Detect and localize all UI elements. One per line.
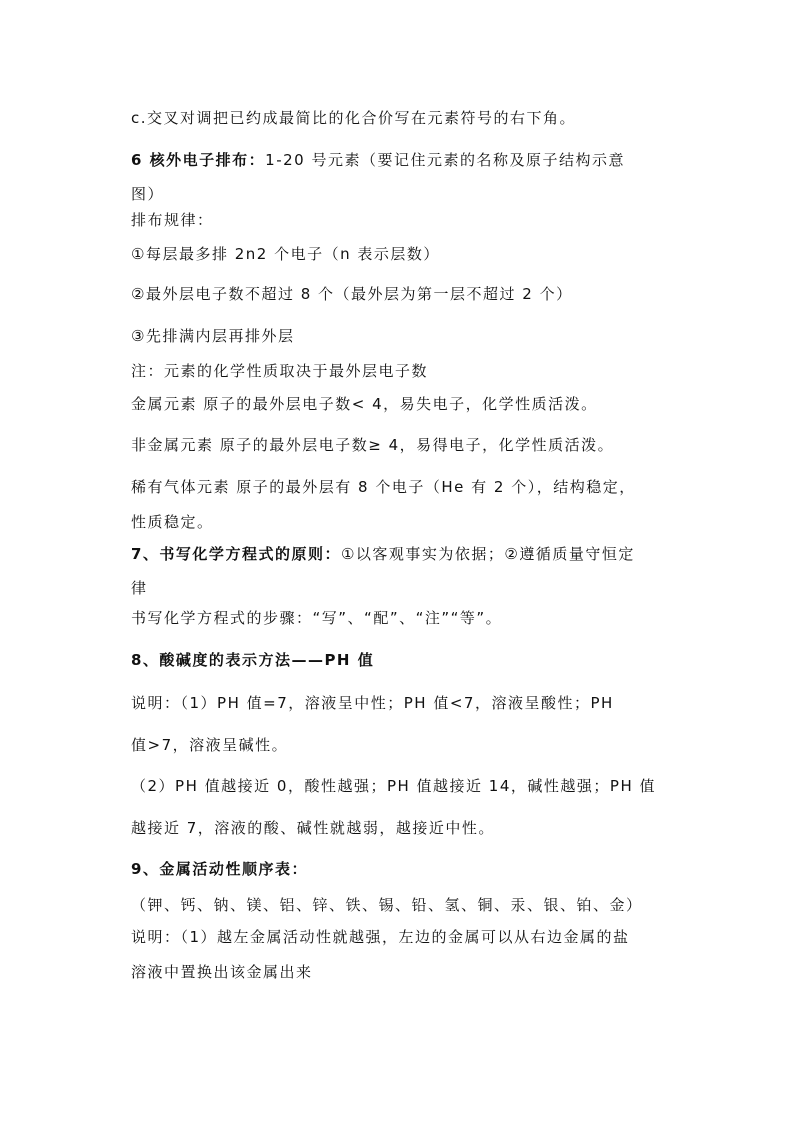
- text-span: 值>7，溶液呈碱性。: [131, 736, 289, 754]
- text-line: [131, 608, 671, 628]
- section-7-line: [131, 544, 671, 564]
- text-span: c.交叉对调把已约成最简比的化合价写在元素符号的右下角。: [131, 109, 577, 127]
- text-span: ②最外层电子数不超过 8 个（最外层为第一层不超过 2 个）: [131, 285, 573, 303]
- section-7-heading: 7、书写化学方程式的原则：: [131, 545, 341, 563]
- text-span: 图）: [131, 185, 165, 203]
- text-span: ③先排满内层再排外层: [131, 327, 295, 345]
- text-line: [131, 962, 671, 982]
- section-9-line: [131, 859, 671, 879]
- text-span: 非金属元素 原子的最外层电子数≥ 4，易得电子，化学性质活泼。: [131, 436, 615, 454]
- text-line: [131, 578, 671, 598]
- text-span: 说明：（1）越左金属活动性就越强，左边的金属可以从右边金属的盐: [131, 928, 630, 946]
- text-line: [131, 326, 671, 346]
- text-span: 说明：（1）PH 值=7，溶液呈中性；PH 值<7，溶液呈酸性；PH: [131, 694, 614, 712]
- text-span: 1-20 号元素（要记住元素的名称及原子结构示意: [265, 151, 625, 169]
- section-9-heading: 9、金属活动性顺序表：: [131, 860, 308, 878]
- text-span: 律: [131, 579, 148, 597]
- text-line: [131, 394, 671, 414]
- text-span: ①每层最多排 2n2 个电子（n 表示层数）: [131, 245, 440, 263]
- text-line: [131, 435, 671, 455]
- section-8-heading: 8、酸碱度的表示方法——PH 值: [131, 651, 375, 669]
- text-span: ①以客观事实为依据；②遵循质量守恒定: [340, 545, 635, 563]
- text-span: 排布规律：: [131, 211, 214, 229]
- text-span: （钾、钙、钠、镁、铝、锌、铁、锡、铅、氢、铜、汞、银、铂、金）: [131, 896, 643, 914]
- text-span: 注：元素的化学性质取决于最外层电子数: [131, 362, 429, 380]
- text-line: [131, 361, 671, 381]
- text-line: [131, 776, 671, 796]
- text-span: 性质稳定。: [131, 513, 214, 531]
- text-line: [131, 818, 671, 838]
- text-span: 溶液中置换出该金属出来: [131, 963, 313, 981]
- text-span: 越接近 7，溶液的酸、碱性就越弱，越接近中性。: [131, 819, 495, 837]
- text-line: [131, 210, 671, 230]
- text-line: [131, 927, 671, 947]
- text-span: （2）PH 值越接近 0，酸性越强；PH 值越接近 14，碱性越强；PH 值: [131, 777, 656, 795]
- text-line: [131, 108, 671, 128]
- text-line: [131, 284, 671, 304]
- text-line: [131, 512, 671, 532]
- text-span: 书写化学方程式的步骤：“写”、“配”、“注”“等”。: [131, 609, 503, 627]
- section-8-line: [131, 650, 671, 670]
- text-line: [131, 895, 671, 915]
- text-line: [131, 244, 671, 264]
- text-line: [131, 693, 671, 713]
- text-span: 稀有气体元素 原子的最外层有 8 个电子（He 有 2 个），结构稳定，: [131, 478, 636, 496]
- text-line: [131, 477, 671, 497]
- text-span: 金属元素 原子的最外层电子数< 4，易失电子，化学性质活泼。: [131, 395, 598, 413]
- section-6-line: [131, 150, 671, 170]
- section-6-heading: 6 核外电子排布：: [131, 151, 266, 169]
- text-line: [131, 735, 671, 755]
- text-line: [131, 184, 671, 204]
